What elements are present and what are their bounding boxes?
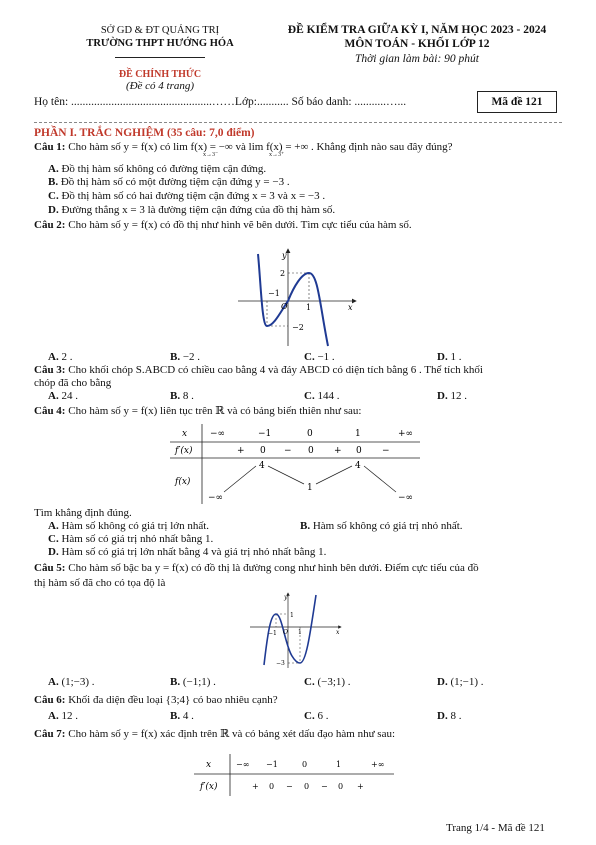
question-2 [34,219,412,232]
svg-text:x: x [336,629,340,636]
svg-text:+: + [357,782,364,791]
svg-text:+: + [252,782,259,791]
svg-text:O: O [283,629,288,636]
q6-option-c: C. 6 . [304,710,329,722]
svg-text:−∞: −∞ [208,493,224,503]
question-text: Cho khối chóp S.ABCD có chiều cao bằng 4 và đáy ABCD có diện tích bằng 6 . Thể tích khối [68,364,483,376]
tick-2: 2 [280,269,286,278]
q2-option-b: B. −2 . [170,351,201,363]
q4-option-c: C. Hàm số có giá trị nhỏ nhất bằng 1. [48,533,214,545]
question-4 [34,405,361,418]
dept-name: SỞ GD & ĐT QUẢNG TRỊ [100,25,220,36]
svg-text:1: 1 [298,629,302,636]
svg-text:0: 0 [308,446,314,456]
question-label: Câu 4: [34,405,66,417]
y-label: y [282,251,287,260]
question-text: Cho hàm số y = f(x) có đồ thị như hình vẽ bên dưới. Tìm cực tiểu của hàm số. [68,219,412,231]
svg-text:−∞: −∞ [236,760,250,769]
q3-option-a: A. 24 . [48,390,78,402]
question-text: Cho hàm số bậc ba y = f(x) có đồ thị là đường cong như hình bên dưới. Điểm cực tiểu của đồ [68,562,479,574]
q6-option-b: B. 4 . [170,710,194,722]
q4-prompt: Tìm khẳng định đúng. [34,507,132,519]
question-text: Cho hàm số y = f(x) xác định trên ℝ và có bảng xét dấu đạo hàm như sau: [68,728,396,740]
x-label: x [348,303,353,312]
q2-option-d: D. 1 . [437,351,462,363]
svg-text:−1: −1 [268,630,277,637]
tick-neg-1: −1 [268,289,280,298]
q3-option-c: C. 144 . [304,390,340,402]
svg-text:+: + [334,446,342,456]
q5-option-a: A. (1;−3) . [48,676,95,688]
svg-text:0: 0 [304,782,310,791]
svg-text:f′(x): f′(x) [200,782,218,792]
svg-text:−: − [382,446,390,456]
q4-option-a: A. Hàm số không có giá trị lớn nhất. [48,520,210,532]
svg-text:x: x [182,429,188,439]
svg-text:f(x): f(x) [175,477,191,487]
question-text: Cho hàm số y = f(x) có lim f(x) = −∞ và lim f(x) = +∞ . Khẳng định nào sau đây đúng? [68,141,453,153]
svg-text:−: − [284,446,292,456]
q5-option-d: D. (1;−1) . [437,676,484,688]
q4-option-b: B. Hàm số không có giá trị nhỏ nhất. [300,520,463,532]
question-5-cont: thị hàm số đã cho có tọa độ là [34,577,166,589]
svg-text:−: − [286,782,293,791]
q1-option-d: D. Đường thẳng x = 3 là đường tiệm cận đứng của đồ thị hàm số. [48,204,336,216]
q5-option-c: C. (−3;1) . [304,676,351,688]
svg-text:x: x [206,760,212,770]
header-divider [115,57,205,58]
svg-text:0: 0 [269,782,275,791]
svg-text:−3: −3 [276,660,285,667]
svg-text:4: 4 [259,461,265,471]
function-curve [258,254,328,346]
q3-option-d: D. 12 . [437,390,467,402]
q5-option-b: B. (−1;1) . [170,676,216,688]
q2-function-graph [236,246,360,348]
svg-text:−1: −1 [266,760,278,769]
section-heading: PHẦN I. TRẮC NGHIỆM (35 câu: 7,0 điểm) [34,127,255,139]
question-label: Câu 7: [34,728,66,740]
page-footer: Trang 1/4 - Mã đề 121 [446,822,545,834]
svg-text:+: + [237,446,245,456]
svg-text:0: 0 [338,782,344,791]
svg-text:+∞: +∞ [371,760,385,769]
svg-text:4: 4 [355,461,361,471]
q3-option-b: B. 8 . [170,390,194,402]
question-label: Câu 6: [34,694,66,706]
svg-text:y: y [284,594,288,601]
question-text: Khối đa diện đều loại {3;4} có bao nhiêu cạnh? [68,694,278,706]
q1-option-c: C. Đồ thị hàm số có hai đường tiệm cận đứng x = 3 và x = −3 . [48,190,326,202]
question-label: Câu 3: [34,364,66,376]
question-3 [34,364,483,377]
svg-text:f′(x): f′(x) [175,446,193,456]
q5-function-graph [248,590,344,670]
svg-text:0: 0 [302,760,308,769]
question-label: Câu 2: [34,219,66,231]
svg-text:−∞: −∞ [398,493,414,503]
tick-neg-2: −2 [292,323,304,332]
q4-variation-table [170,424,420,504]
limit-subscript-right: x→3⁺ [269,152,285,158]
svg-text:1: 1 [290,612,294,619]
svg-text:1: 1 [336,760,342,769]
svg-text:0: 0 [356,446,362,456]
q1-option-a: A. Đồ thị hàm số không có đường tiệm cận đứng. [48,163,267,175]
svg-text:−∞: −∞ [210,429,226,439]
tick-1: 1 [306,303,312,312]
official-label: ĐỀ CHÍNH THỨC [118,69,202,80]
student-info-line: Họ tên: .................................................……Lớp:........... Số báo danh: ...........…... [34,96,407,108]
question-text: Cho hàm số y = f(x) liên tục trên ℝ và có bảng biến thiên như sau: [68,405,362,417]
page-count: (Đề có 4 trang) [125,80,195,92]
svg-text:+∞: +∞ [398,429,414,439]
svg-text:1: 1 [307,483,313,493]
school-name: TRƯỜNG THPT HƯỚNG HÓA [86,38,234,49]
question-5 [34,562,479,575]
q1-option-b: B. Đồ thị hàm số có một đường tiệm cận đứng y = −3 . [48,176,290,188]
q2-option-a: A. 2 . [48,351,73,363]
svg-text:−1: −1 [258,429,272,439]
section-divider [34,122,562,123]
svg-text:1: 1 [355,429,361,439]
q4-option-d: D. Hàm số có giá trị lớn nhất bằng 4 và giá trị nhỏ nhất bằng 1. [48,546,327,558]
svg-text:0: 0 [307,429,313,439]
question-label: Câu 1: [34,141,66,153]
q6-option-d: D. 8 . [437,710,462,722]
exam-subject: MÔN TOÁN - KHỐI LỚP 12 [344,38,490,50]
q7-sign-table [194,754,394,796]
q6-option-a: A. 12 . [48,710,78,722]
question-7 [34,728,395,741]
svg-text:−: − [321,782,328,791]
q2-option-c: C. −1 . [304,351,335,363]
question-6 [34,694,278,707]
question-label: Câu 5: [34,562,66,574]
origin-label: O [281,302,288,311]
question-1 [34,141,453,154]
exam-title: ĐỀ KIỂM TRA GIỮA KỲ I, NĂM HỌC 2023 - 2024 [287,24,547,36]
svg-text:0: 0 [260,446,266,456]
question-3-cont: chóp đã cho bằng [34,377,112,389]
exam-time: Thời gian làm bài: 90 phút [354,53,480,65]
limit-subscript-left: x→3⁻ [203,152,219,158]
exam-code-box: Mã đề 121 [477,91,557,113]
